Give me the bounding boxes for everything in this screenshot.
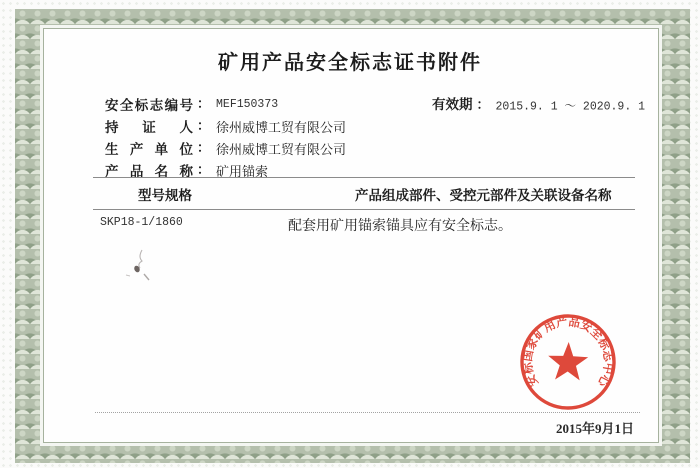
field-holder-label: 持证人 <box>105 120 193 136</box>
field-product-name-value: 矿用锚索 <box>216 163 269 179</box>
seal-arc-text: 安标国家矿用产品安全标志中心 <box>520 314 616 390</box>
colon: ： <box>197 140 211 155</box>
table-header-components: 产品组成部件、受控元部件及关联设备名称 <box>355 188 612 203</box>
table-row-note: 配套用矿用锚索锚具应有安全标志。 <box>288 219 512 234</box>
signature-dotted-rule <box>95 412 640 413</box>
field-manufacturer <box>105 137 346 159</box>
field-manufacturer-label: 生产单位 <box>105 142 193 158</box>
field-validity <box>432 93 645 115</box>
field-manufacturer-value: 徐州威博工贸有限公司 <box>216 141 347 157</box>
colon: ： <box>476 97 490 112</box>
field-validity-label: 有效期 <box>432 97 473 112</box>
colon: ： <box>197 162 211 177</box>
field-holder <box>105 115 346 137</box>
field-validity-value: 2015.9. 1 ～ 2020.9. 1 <box>495 100 646 114</box>
issue-date: 2015年9月1日 <box>556 421 635 436</box>
colon: ： <box>197 118 211 133</box>
colon: ： <box>197 96 211 111</box>
field-holder-value: 徐州威博工贸有限公司 <box>216 119 347 135</box>
table-header-rule <box>93 209 635 210</box>
red-star-icon <box>547 341 588 380</box>
table-header-model: 型号规格 <box>138 188 192 203</box>
field-mark-number-label: 安全标志编号 <box>105 98 193 114</box>
field-product-name-label: 产品名称 <box>105 164 193 180</box>
field-mark-number-value: MEF150373 <box>216 97 279 111</box>
table-top-rule <box>93 177 635 178</box>
ink-smudge-mark <box>118 248 162 292</box>
safety-center-seal <box>516 310 619 413</box>
field-mark-number <box>105 93 278 115</box>
table-row-model: SKP18-1/1860 <box>100 216 183 229</box>
page-title: 矿用产品安全标志证书附件 <box>218 52 482 74</box>
